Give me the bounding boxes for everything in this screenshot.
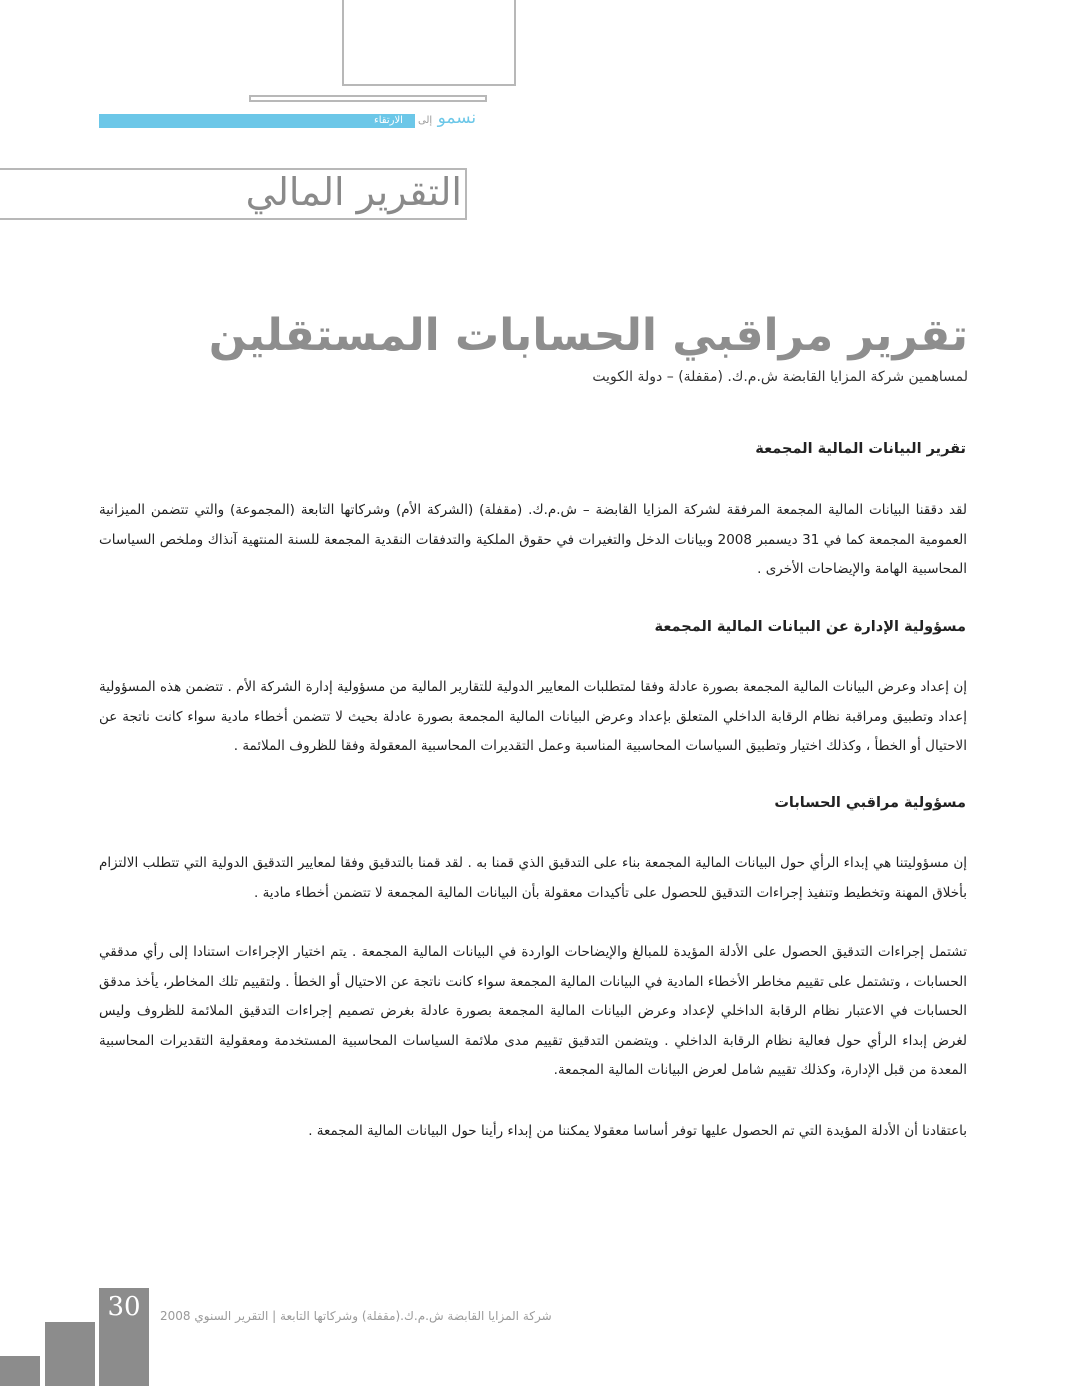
slogan — [418, 108, 476, 128]
paragraph: إن إعداد وعرض البيانات المالية المجمعة بصورة عادلة وفقا لمتطلبات المعايير الدولية للتقارير المالية من مسؤولية إدارة الشركة الأم . تتضمن هذه المسؤولية إعداد وتطبيق ومراقبة نظام الرقابة الداخلي المتعلق بإعداد وعرض البيانات المالية المجمعة بصورة عادلة بحيث لا تتضمن أخطاء مادية سواء كانت ناتجة عن الاحتيال أو الخطأ ، وكذلك اختيار وتطبيق السياسات المحاسبية المناسبة وعمل التقديرات المحاسبية المعقولة وفقا للظروف الملائمة . — [99, 679, 967, 754]
paragraph: تشتمل إجراءات التدقيق الحصول على الأدلة المؤيدة للمبالغ والإيضاحات الواردة في البيانات المالية المجمعة . يتم اختيار الإجراءات استنادا إلى رأي مدققي الحسابات ، وتشتمل على تقييم مخاطر الأخطاء المادية في البيانات المالية المجمعة سواء كانت ناتجة عن الاحتيال أو الخطأ . ولتقييم تلك المخاطر، يأخذ مدقق الحسابات في الاعتبار نظام الرقابة الداخلي لإعداد وعرض البيانات المالية المجمعة بصورة عادلة بغرض تصميم إجراءات التدقيق الملائمة للظروف وليس لغرض إبداء الرأي حول فعالية نظام الرقابة الداخلي . ويتضمن التدقيق تقييم مدى ملائمة السياسات المحاسبية المستخدمة ومعقولية التقديرات المحاسبية المعدة من قبل الإدارة، وكذلك تقييم شامل لعرض البيانات المالية المجمعة. — [99, 944, 967, 1078]
section-heading: تقرير البيانات المالية المجمعة — [755, 441, 966, 457]
footer-running-text: شركة المزايا القابضة ش.م.ك.(مقفلة) وشركاتها التابعة | التقرير السنوي 2008 — [160, 1309, 552, 1323]
report-subtitle: لمساهمين شركة المزايا القابضة ش.م.ك. (مقفلة) – دولة الكويت — [592, 369, 968, 385]
section-heading: مسؤولية مراقبي الحسابات — [774, 795, 966, 811]
paragraph: إن مسؤوليتنا هي إبداء الرأي حول البيانات المالية المجمعة بناء على التدقيق الذي قمنا به . لقد قمنا بالتدقيق وفقا لمعايير التدقيق الدولية التي تتطلب الالتزام بأخلاق المهنة وتخطيط وتنفيذ إجراءات التدقيق للحصول على تأكيدات معقولة بأن البيانات المالية المجمعة لا تتضمن أخطاء مادية . — [99, 855, 967, 901]
paragraph: لقد دققنا البيانات المالية المجمعة المرفقة لشركة المزايا القابضة – ش.م.ك. (مقفلة) (الشركة الأم) وشركاتها التابعة (المجموعة) والتي تتضمن الميزانية العمومية المجمعة كما في 31 ديسمبر 2008 وبيانات الدخل والتغيرات في حقوق الملكية والتدفقات النقدية المجمعة للسنة المنتهية آنذاك وملخص السياسات المحاسبية الهامة والإيضاحات الأخرى . — [99, 502, 967, 577]
decorative-frame-line — [249, 95, 487, 102]
report-title: تقرير مراقبي الحسابات المستقلين — [208, 310, 968, 361]
footer-corner-block — [0, 1356, 40, 1386]
footer-corner-block — [45, 1322, 95, 1386]
page-number: 30 — [107, 1292, 141, 1322]
slogan-connector: إلى — [418, 115, 433, 126]
section-heading: مسؤولية الإدارة عن البيانات المالية المجمعة — [654, 619, 966, 635]
slogan-word: نسمو — [437, 108, 477, 128]
paragraph: باعتقادنا أن الأدلة المؤيدة التي تم الحصول عليها توفر أساسا معقولا يمكننا من إبداء رأينا حول البيانات المالية المجمعة . — [308, 1123, 967, 1139]
decorative-frame-top — [342, 0, 516, 86]
slogan-highlight: الارتقاء — [362, 114, 415, 128]
section-title: التقرير المالي — [245, 170, 462, 214]
